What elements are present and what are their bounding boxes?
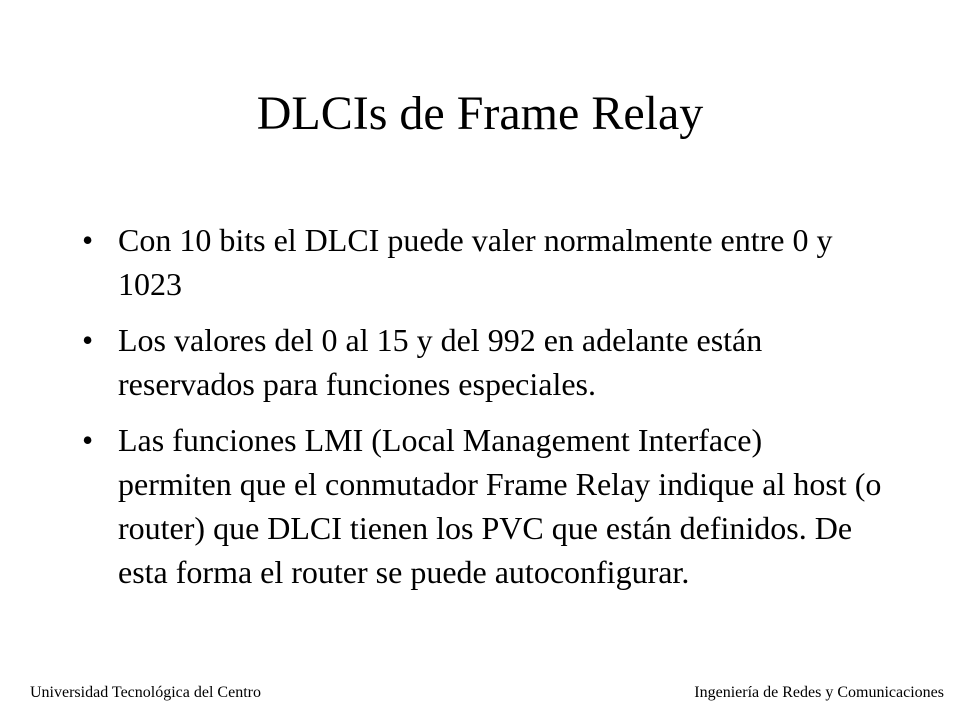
- bullet-text: Con 10 bits el DLCI puede valer normalmente entre 0 y 1023: [118, 222, 833, 302]
- bullet-icon: •: [82, 222, 94, 258]
- bullet-item: [82, 218, 882, 306]
- bullet-icon: •: [82, 422, 94, 458]
- bullet-text: Los valores del 0 al 15 y del 992 en adelante están reservados para funciones especiales.: [118, 322, 763, 402]
- footer-university: Universidad Tecnológica del Centro: [30, 684, 261, 701]
- bullet-text: Las funciones LMI (Local Management Interface) permiten que el conmutador Frame Relay indique al host (o router) que DLCI tienen los PVC que están definidos. De esta forma el router se puede autoconfigurar.: [118, 422, 882, 590]
- footer-course: Ingeniería de Redes y Comunicaciones: [694, 684, 944, 701]
- bullet-icon: •: [82, 322, 94, 358]
- bullet-item: [82, 418, 882, 594]
- bullet-list: [82, 218, 882, 606]
- slide-title: DLCIs de Frame Relay: [256, 87, 704, 140]
- bullet-item: [82, 318, 882, 406]
